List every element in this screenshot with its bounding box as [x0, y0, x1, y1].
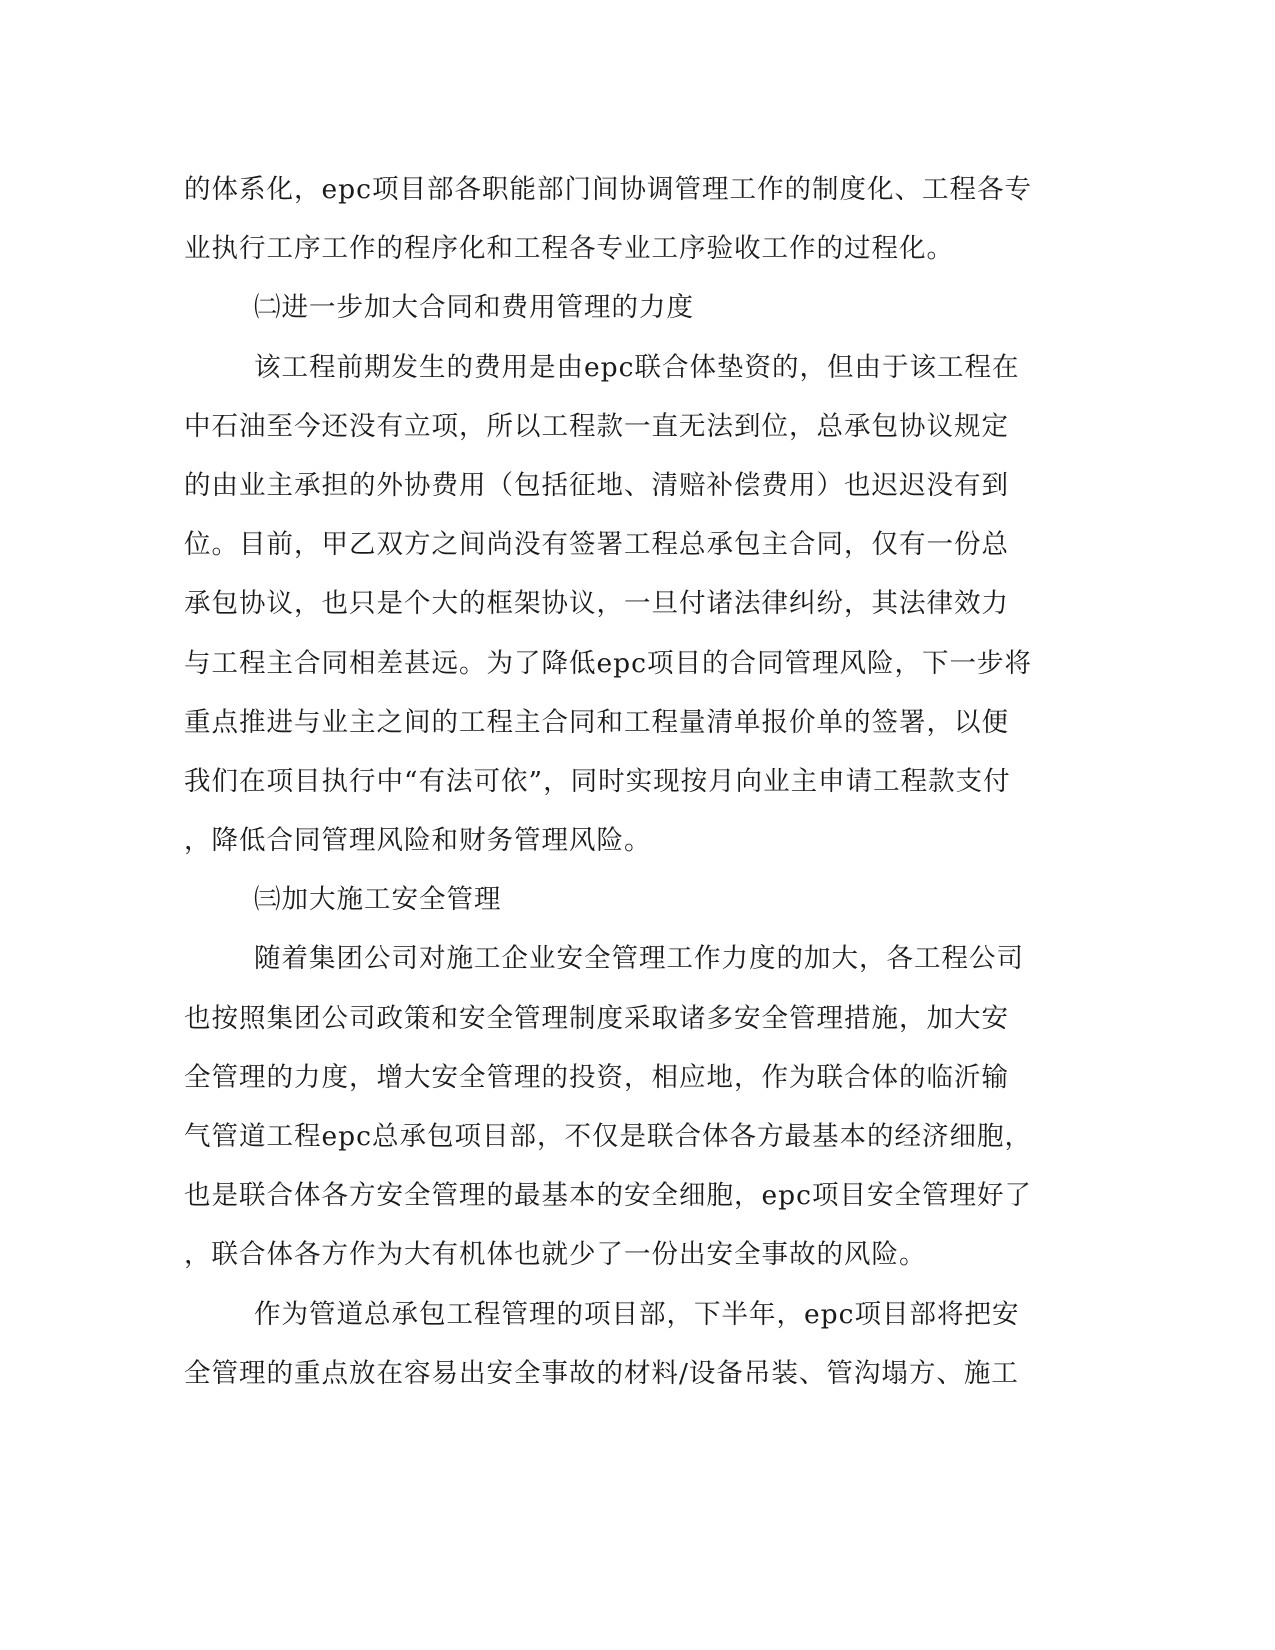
paragraph-start-line: ㈢加大施工安全管理: [254, 884, 502, 916]
text-line: 位。目前，甲乙双方之间尚没有签署工程总承包主合同，仅有一份总: [184, 529, 1009, 561]
paragraph-start-line: ㈡进一步加大合同和费用管理的力度: [254, 292, 694, 324]
text-line: 的由业主承担的外协费用（包括征地、清赔补偿费用）也迟迟没有到: [184, 469, 1009, 501]
paragraph-start-line: 该工程前期发生的费用是由epc联合体垫资的，但由于该工程在: [254, 351, 1020, 383]
body-text: [184, 160, 1084, 1403]
paragraph-start-line: 作为管道总承包工程管理的项目部，下半年，epc项目部将把安: [254, 1298, 1020, 1330]
text-line: 也按照集团公司政策和安全管理制度采取诸多安全管理措施，加大安: [184, 1002, 1009, 1034]
text-line: 重点推进与业主之间的工程主合同和工程量清单报价单的签署，以便: [184, 706, 1009, 738]
text-line: 全管理的重点放在容易出安全事故的材料/设备吊装、管沟塌方、施工: [184, 1357, 1019, 1389]
paragraph-start-line: 随着集团公司对施工企业安全管理工作力度的加大，各工程公司: [254, 943, 1024, 975]
text-line: 也是联合体各方安全管理的最基本的安全细胞，epc项目安全管理好了: [184, 1180, 1032, 1212]
text-line: 全管理的力度，增大安全管理的投资，相应地，作为联合体的临沂输: [184, 1061, 1009, 1093]
text-line: 业执行工序工作的程序化和工程各专业工序验收工作的过程化。: [184, 233, 954, 265]
text-line: ，降低合同管理风险和财务管理风险。: [184, 825, 652, 857]
text-line: 我们在项目执行中“有法可依”，同时实现按月向业主申请工程款支付: [184, 765, 1011, 797]
text-line: 气管道工程epc总承包项目部，不仅是联合体各方最基本的经济细胞，: [184, 1121, 1032, 1152]
text-line: 与工程主合同相差甚远。为了降低epc项目的合同管理风险，下一步将: [184, 647, 1032, 679]
text-line: 承包协议，也只是个大的框架协议，一旦付诸法律纠纷，其法律效力: [184, 588, 1009, 620]
text-line: 中石油至今还没有立项，所以工程款一直无法到位，总承包协议规定: [184, 410, 1009, 442]
text-line: 的体系化，epc项目部各职能部门间协调管理工作的制度化、工程各专: [184, 174, 1032, 205]
text-line: ，联合体各方作为大有机体也就少了一份出安全事故的风险。: [184, 1239, 927, 1271]
